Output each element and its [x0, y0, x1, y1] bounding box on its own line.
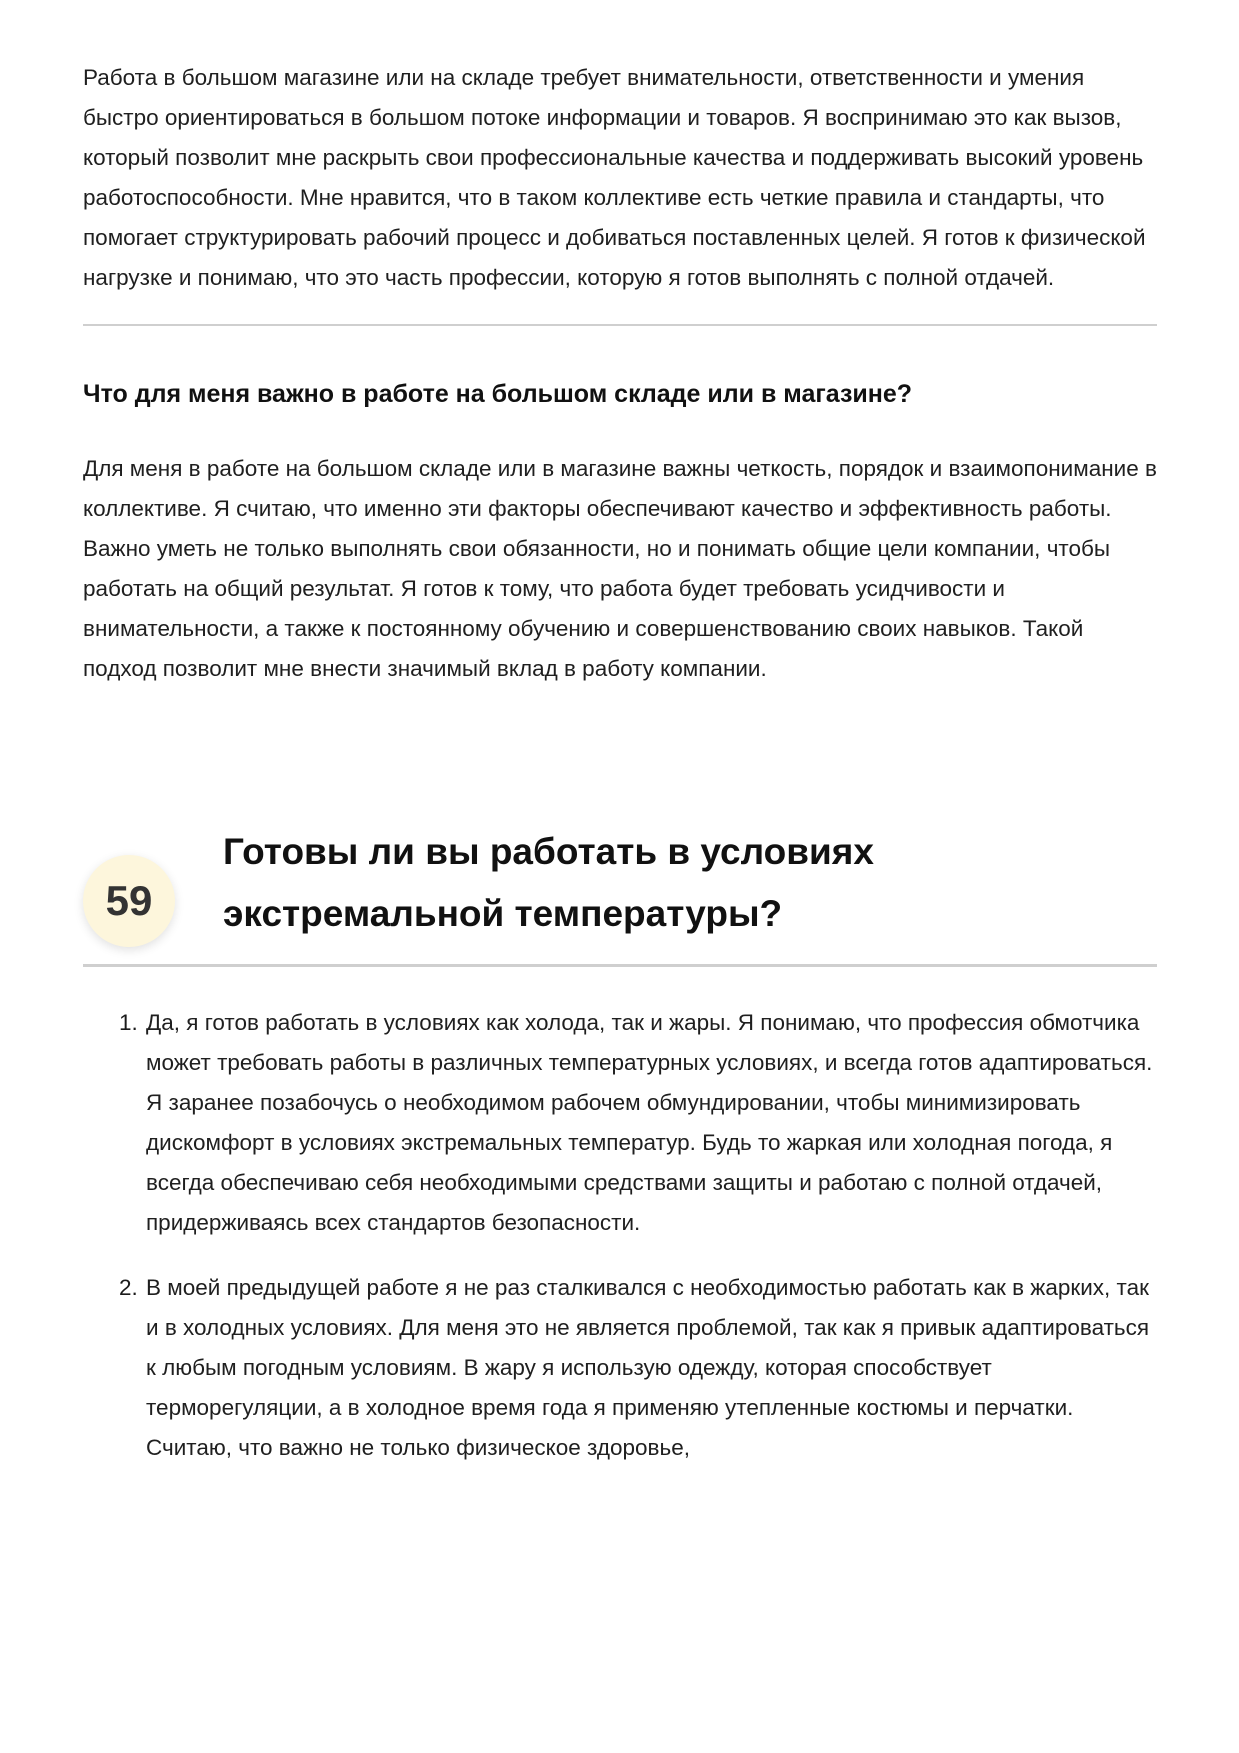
subsection-heading: Что для меня важно в работе на большом складе или в магазине? [83, 380, 913, 408]
answer-list [83, 1003, 1157, 1468]
intro-paragraph: Работа в большом магазине или на складе требует внимательности, ответственности и умения быстро ориентироваться в большом потоке информации и товаров. Я воспринимаю это как вызов, который позволит мне раскрыть свои профессиональные качества и поддерживать высокий уровень работоспособности. Мне нравится, что в таком коллективе есть четкие правила и стандарты, что помогает структурировать рабочий процесс и добиваться поставленных целей. Я готов к физической нагрузке и понимаю, что это часть профессии, которую я готов выполнять с полной отдачей. [83, 65, 1146, 290]
answer-text: В моей предыдущей работе я не раз сталкивался с необходимостью работать как в жарких, так и в холодных условиях. Для меня это не является проблемой, так как я привык адаптироваться к любым погодным условиям. В жару я использую одежду, которая способствует терморегуляции, а в холодное время года я применяю утепленные костюмы и перчатки. Считаю, что важно не только физическое здоровье, [146, 1275, 1150, 1460]
subsection-paragraph: Для меня в работе на большом складе или в магазине важны четкость, порядок и взаимопонимание в коллективе. Я считаю, что именно эти факторы обеспечивают качество и эффективность работы. Важно уметь не только выполнять свои обязанности, но и понимать общие цели компании, чтобы работать на общий результат. Я готов к тому, что работа будет требовать усидчивости и внимательности, а также к постоянному обучению и совершенствованию своих навыков. Такой подход позволит мне внести значимый вклад в работу компании. [83, 456, 1157, 681]
answer-item [83, 1268, 1157, 1468]
answer-text: Да, я готов работать в условиях как холода, так и жары. Я понимаю, что профессия обмотчика может требовать работы в различных температурных условиях, и всегда готов адаптироваться. Я заранее позабочусь о необходимом рабочем обмундировании, чтобы минимизировать дискомфорт в условиях экстремальных температур. Будь то жаркая или холодная погода, я всегда обеспечиваю себя необходимыми средствами защиты и работаю с полной отдачей, придерживаясь всех стандартов безопасности. [146, 1010, 1153, 1235]
answer-number: 1. [119, 1010, 138, 1035]
answer-number: 2. [119, 1275, 138, 1300]
section-divider [83, 324, 1157, 326]
question-header [83, 831, 1157, 967]
answer-item [83, 1003, 1157, 1243]
question-number-badge: 59 [83, 855, 175, 947]
question-title: Готовы ли вы работать в условиях экстремальной температуры? [223, 831, 874, 934]
